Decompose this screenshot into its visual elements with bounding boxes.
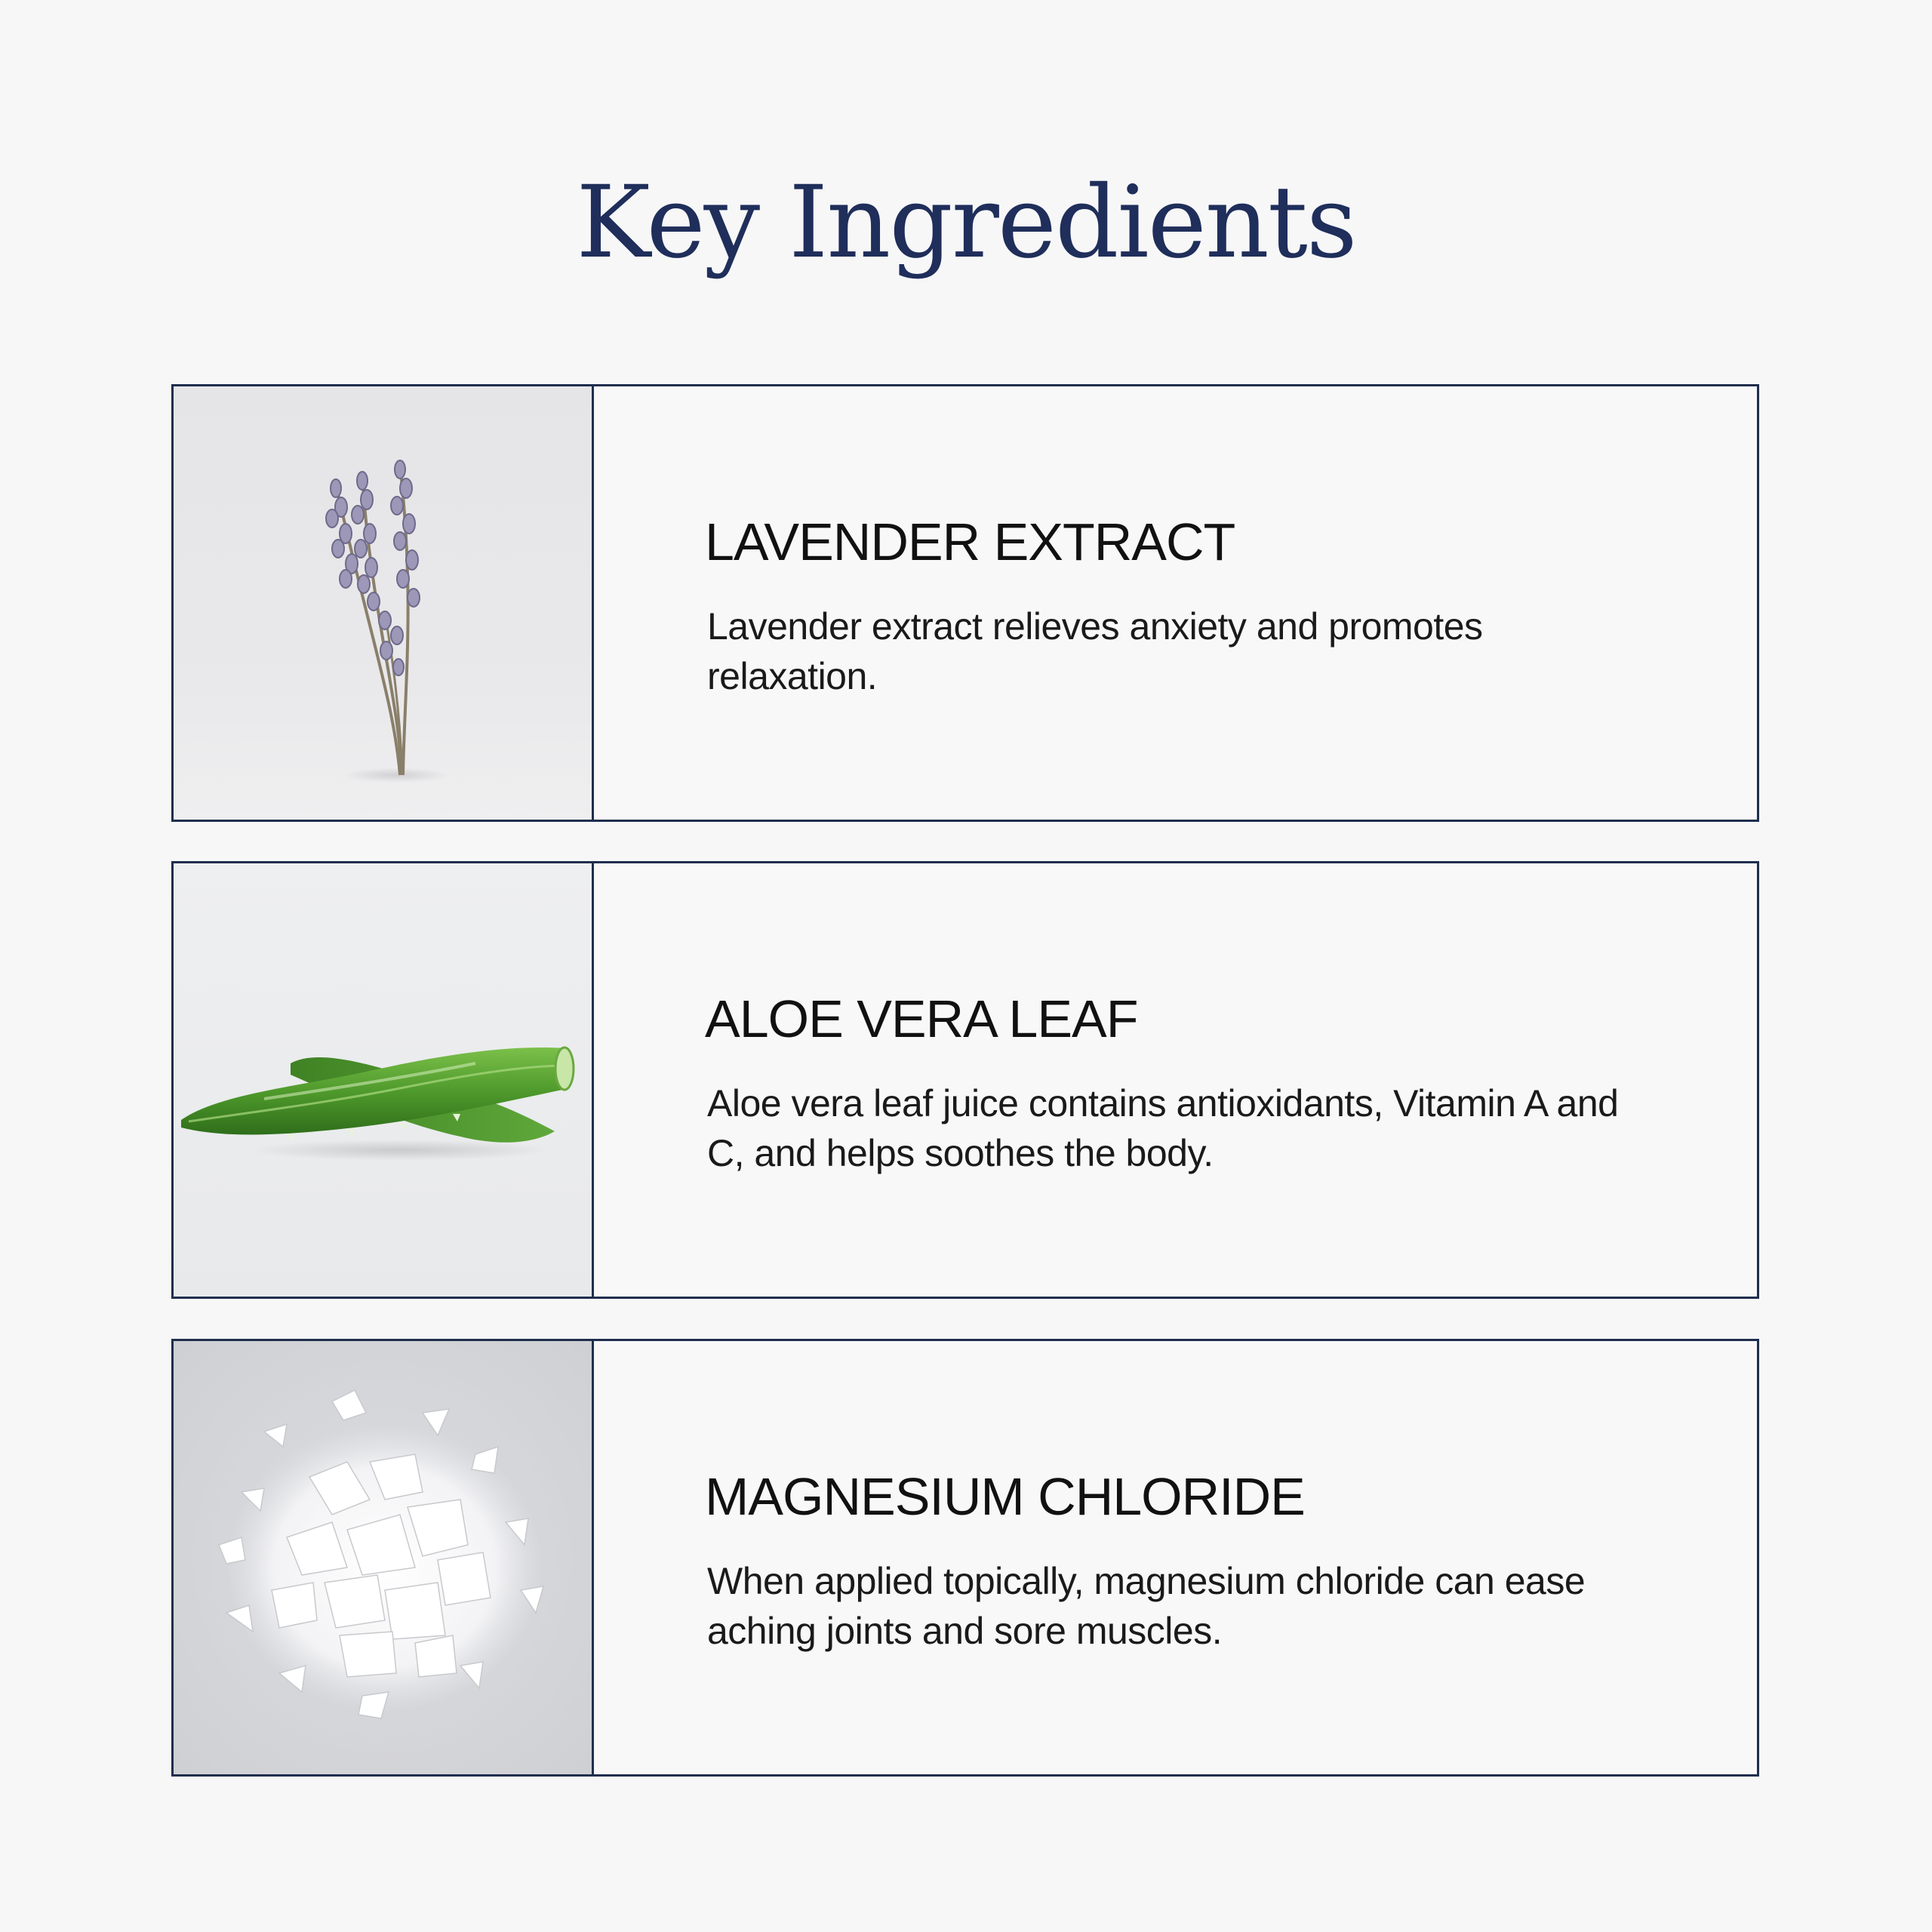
ingredient-card-aloe-vera xyxy=(171,861,1759,1299)
ingredient-card-magnesium-chloride xyxy=(171,1339,1759,1777)
magnesium-chloride-flakes-photo xyxy=(174,1341,594,1774)
ingredient-description: Lavender extract relieves anxiety and promotes relaxation. xyxy=(707,605,1483,697)
ingredient-text-aloe-vera xyxy=(594,863,1757,1297)
aloe-vera-leaf-photo xyxy=(174,863,594,1297)
lavender-sprig-photo xyxy=(174,386,594,820)
ingredient-name: ALOE VERA LEAF xyxy=(705,989,1138,1048)
ingredient-text-lavender xyxy=(594,386,1757,820)
ingredient-description: When applied topically, magnesium chloride can ease aching joints and sore muscles. xyxy=(707,1560,1586,1652)
ingredient-name: MAGNESIUM CHLORIDE xyxy=(705,1467,1305,1526)
ingredient-description: Aloe vera leaf juice contains antioxidants, Vitamin A and C, and helps soothes the body. xyxy=(707,1082,1619,1174)
ingredient-name: LAVENDER EXTRACT xyxy=(705,512,1235,571)
ingredient-card-lavender xyxy=(171,384,1759,822)
ingredient-text-magnesium-chloride xyxy=(594,1341,1757,1774)
page-title: Key Ingredients xyxy=(576,165,1356,281)
